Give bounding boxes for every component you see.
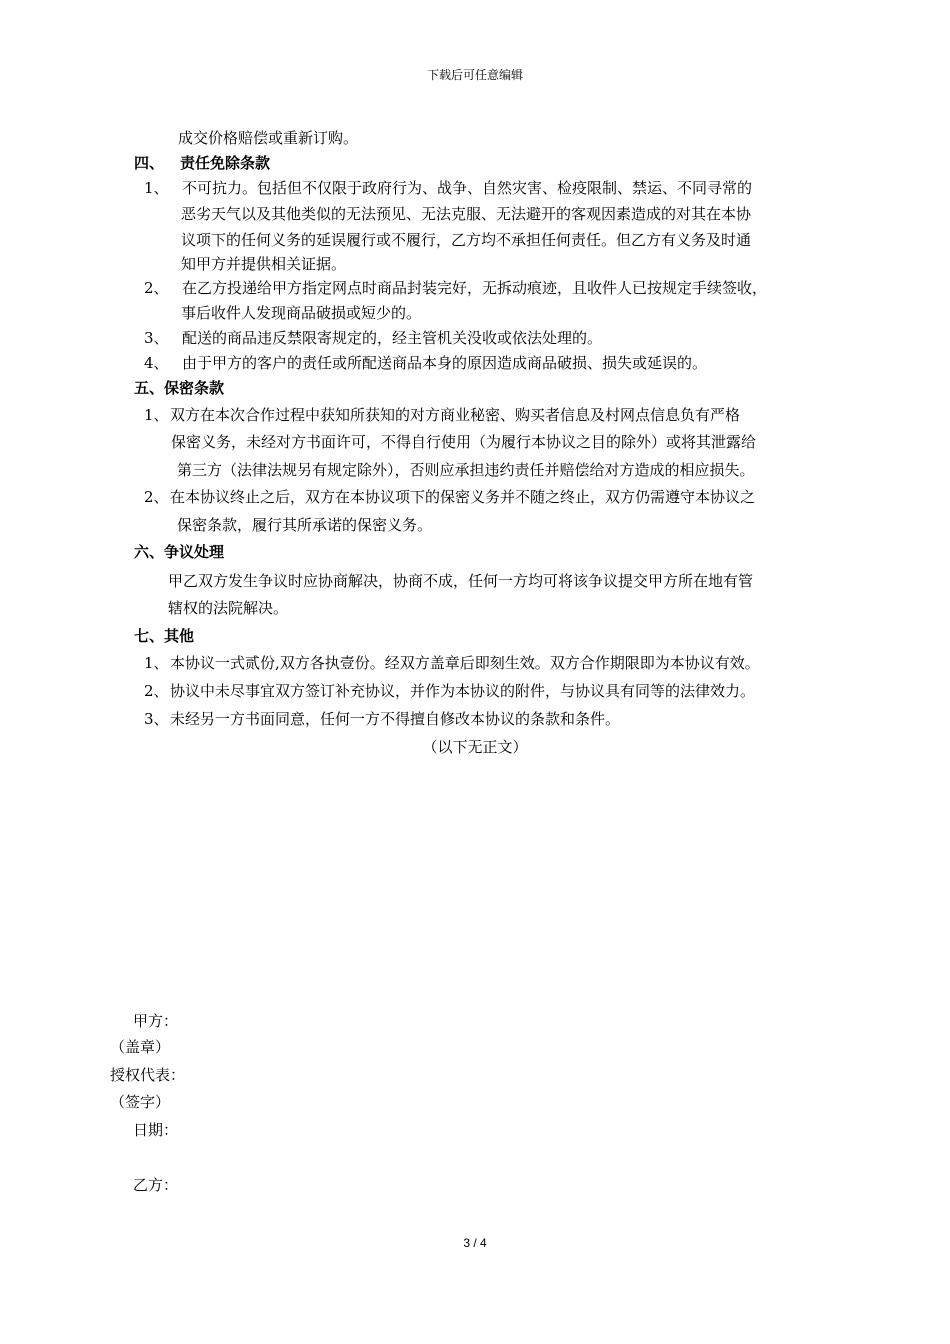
section-heading-4 — [134, 153, 270, 173]
item-text: 不可抗力。包括但不仅限于政府行为、战争、自然灾害、检疫限制、禁运、不同寻常的 — [182, 179, 753, 197]
item-number: 3、 — [144, 329, 169, 347]
paragraph-line: 甲乙双方发生争议时应协商解决，协商不成，任何一方均可将该争议提交甲方所在地有管 — [168, 572, 754, 590]
item-number: 1、 — [144, 179, 169, 197]
seal-label: （盖章） — [110, 1038, 171, 1056]
page-header: 下载后可任意编辑 — [426, 68, 523, 82]
item-text: 双方在本次合作过程中获知所获知的对方商业秘密、购买者信息及村网点信息负有严格 — [170, 406, 741, 424]
section-number: 四、 — [134, 154, 165, 172]
item-number: 1、 — [144, 406, 169, 424]
item-text: 未经另一方书面同意，任何一方不得擅自修改本协议的条款和条件。 — [170, 710, 621, 728]
paragraph-line: 辖权的法院解决。 — [168, 599, 289, 617]
date-label: 日期： — [133, 1121, 179, 1139]
list-item — [144, 709, 620, 729]
item-text: 配送的商品违反禁限寄规定的，经主管机关没收或依法处理的。 — [182, 329, 603, 347]
party-b-label: 乙方： — [133, 1176, 179, 1194]
section-heading-5: 五、保密条款 — [134, 379, 225, 397]
item-text: 在乙方投递给甲方指定网点时商品封装完好，无拆动痕迹，且收件人已按规定手续签收， — [182, 279, 768, 297]
list-item — [144, 681, 755, 701]
section-heading-6: 六、争议处理 — [134, 543, 225, 561]
paragraph-line: 第三方（法律法规另有规定除外），否则应承担违约责任并赔偿给对方造成的相应损失。 — [177, 461, 755, 479]
list-item — [144, 278, 767, 298]
item-number: 2、 — [144, 682, 169, 700]
authorized-rep-label: 授权代表： — [110, 1066, 186, 1084]
item-text: 由于甲方的客户的责任或所配送商品本身的原因造成商品破损、损失或延误的。 — [182, 354, 708, 372]
party-a-label: 甲方： — [133, 1012, 179, 1030]
list-item — [144, 178, 752, 198]
page-number: 3 / 4 — [463, 1236, 487, 1250]
paragraph-line: 知甲方并提供相关证据。 — [181, 255, 347, 273]
paragraph-line: 恶劣天气以及其他类似的无法预见、无法克服、无法避开的客观因素造成的对其在本协 — [181, 205, 752, 223]
item-text: 协议中未尽事宜双方签订补充协议，并作为本协议的附件，与协议具有同等的法律效力。 — [170, 682, 756, 700]
signature-label: （签字） — [110, 1093, 171, 1111]
item-number: 3、 — [144, 710, 169, 728]
end-of-text-note: （以下无正文） — [422, 738, 528, 756]
section-title: 责任免除条款 — [180, 154, 271, 172]
item-number: 4、 — [144, 354, 169, 372]
item-number: 1、 — [144, 654, 169, 672]
item-number: 2、 — [144, 279, 169, 297]
item-text: 本协议一式贰份,双方各执壹份。经双方盖章后即刻生效。双方合作期限即为本协议有效。 — [170, 654, 760, 672]
paragraph-line: 事后收件人发现商品破损或短少的。 — [181, 304, 422, 322]
paragraph-line: 保密义务，未经对方书面许可，不得自行使用（为履行本协议之目的除外）或将其泄露给 — [171, 433, 757, 451]
paragraph-line: 保密条款，履行其所承诺的保密义务。 — [177, 516, 433, 534]
item-text: 在本协议终止之后，双方在本协议项下的保密义务并不随之终止，双方仍需遵守本协议之 — [170, 488, 756, 506]
paragraph-line: 成交价格赔偿或重新订购。 — [178, 129, 359, 147]
section-heading-7: 七、其他 — [134, 627, 195, 645]
list-item — [144, 353, 707, 373]
list-item — [144, 487, 755, 507]
item-number: 2、 — [144, 488, 169, 506]
paragraph-line: 议项下的任何义务的延误履行或不履行，乙方均不承担任何责任。但乙方有义务及时通 — [181, 231, 752, 249]
list-item — [144, 328, 602, 348]
list-item — [144, 653, 760, 673]
list-item — [144, 405, 740, 425]
